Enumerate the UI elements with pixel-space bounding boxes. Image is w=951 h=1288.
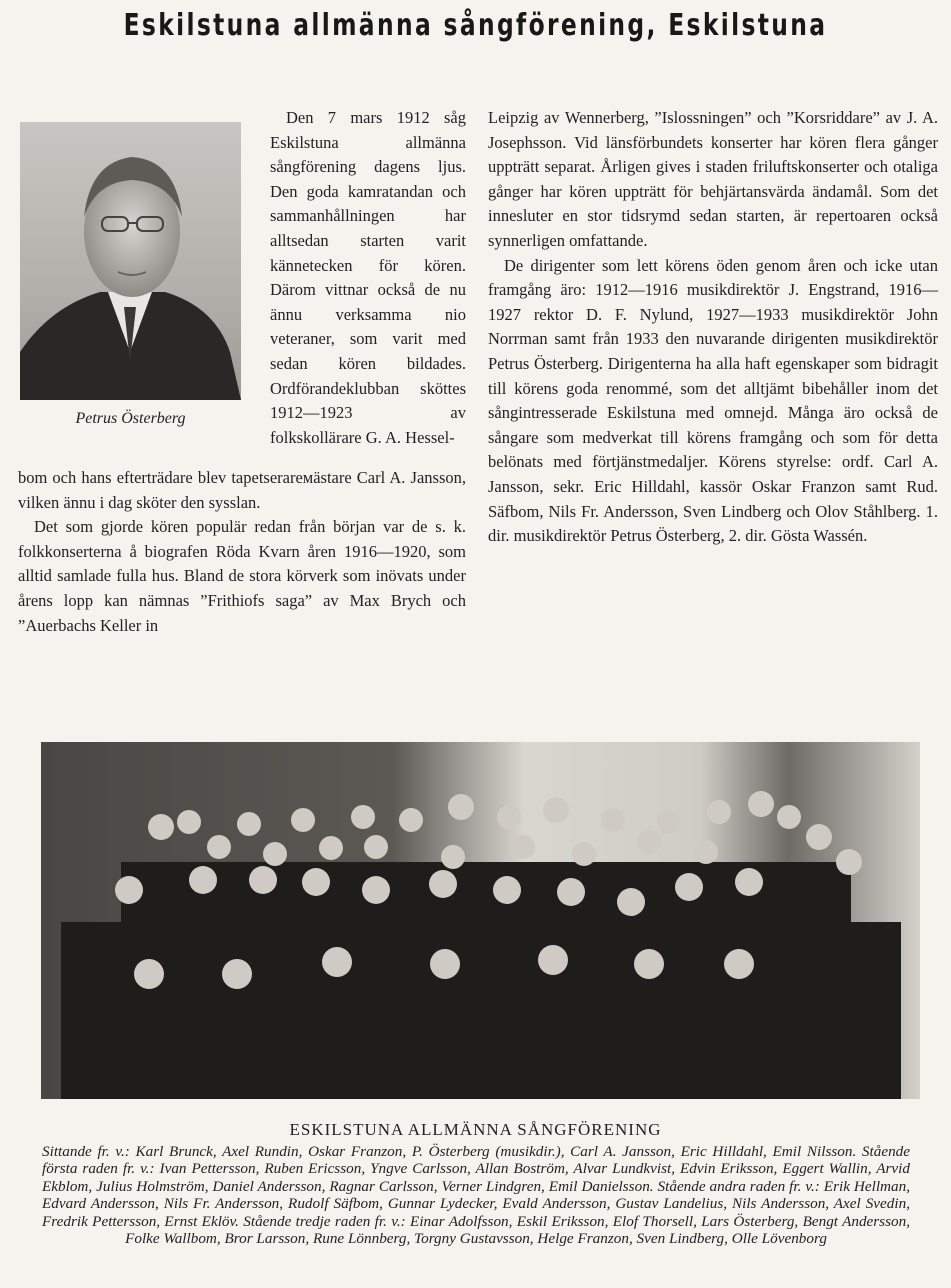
portrait-caption: Petrus Österberg: [75, 410, 186, 427]
article-col2: [488, 106, 938, 549]
group-photo-names: Sittande fr. v.: Karl Brunck, Axel Rundin, Oskar Franzon, P. Österberg (musikdir.), Carl A. Jansson, Eric Hilldahl, Emil Nilsson. Stående första raden fr. v.: Ivan Pettersson, Ruben Ericsson, Yngve Carlsson, Allan Boström, Alvar Lundkvist, Edvin Eriksson, Eggert Wallin, Arvid Ekblom, Julius Holmström, Daniel Andersson, Ragnar Carlsson, Verner Lindgren, Emil Danielsson. Stående andra raden fr. v.: Erik Hellman, Edvard Andersson, Nils Fr. Andersson, Rudolf Säfbom, Gunnar Lydecker, Evald Andersson, Gustav Landelius, Nils Andersson, Axel Svedin, Fredrik Pettersson, Ernst Eklöv. Stående tredje raden fr. v.: Einar Adolfsson, Eskil Eriksson, Elof Thorsell, Lars Österberg, Bengt Andersson, Folke Wallbom, Bror Larsson, Rune Lönnberg, Torgny Gustavsson, Helge Franzon, Sven Lindberg, Olle Lövenborg: [42, 1143, 910, 1248]
group-photo: [41, 742, 920, 1099]
page-title: Eskilstuna allmänna sångförening, Eskilstuna: [123, 8, 828, 43]
article-paragraph: Det som gjorde kören populär redan från början var de s. k. folkkonserterna å biografen Röda Kvarn åren 1916—1920, som alltid samlade fulla hus. Bland de stora körverk som inövats under årens lopp kan nämnas ”Frithiofs saga” av Max Brych och ”Auerbachs Keller in: [18, 517, 466, 635]
article-paragraph: bom och hans efterträdare blev tapetserarемästare Carl A. Jansson, vilken ännu i dag sköter den sysslan.: [18, 468, 466, 512]
article-col1-top: [270, 106, 466, 450]
article-paragraph: Den 7 mars 1912 såg Eskilstuna allmänna sångförening dagens ljus. Den goda kamratandan och sammanhållningen har alltsedan starten varit kännetecken för kören. Därom vittnar också de nu ännu verksamma nio veteraner, som varit med sedan kören bildades. Ordförandeklubban sköttes 1912—1923 av folkskollärare G. A. Hessel-: [270, 108, 466, 447]
article-paragraph: Leipzig av Wennerberg, ”Islossningen” och ”Korsriddare” av J. A. Josephsson. Vid länsförbundets konserter har kören flera gånger uppträtt separat. Årligen gives i staden friluftskonserter och otaliga gånger har kören uppträtt för behjärtansvärda ändamål. Som det innesluter en stor tidsrymd sedan starten, är repertoaren också synnerligen omfattande.: [488, 108, 938, 250]
group-photo-title: ESKILSTUNA ALLMÄNNA SÅNGFÖRENING: [289, 1120, 662, 1139]
article-paragraph: De dirigenter som lett körens öden genom åren och icke utan framgång äro: 1912—1916 musikdirektör J. Engstrand, 1916—1927 rektor D. F. Nylund, 1927—1933 musikdirektör John Norrman samt från 1933 den nuvarande dirigenten musikdirektör Petrus Österberg. Dirigenterna ha alla haft egenskaper som bidragit till körens goda renommé, som det alltjämt bibehåller inom det sångintresserade Eskilstuna med omnejd. Många äro också de sångare som medverkat till körens framgång och som för detta belönats med förtjänstmedaljer. Körens styrelse: ordf. Carl A. Jansson, sekr. Eric Hilldahl, kassör Oskar Franzon samt Rud. Säfbom, Nils Fr. Andersson, Sven Lindberg och Olov Ståhlberg. 1. dir. musikdirektör Petrus Österberg, 2. dir. Gösta Wassén.: [488, 255, 938, 546]
article-col1-bottom: [18, 466, 466, 638]
portrait-photo: [20, 122, 241, 400]
